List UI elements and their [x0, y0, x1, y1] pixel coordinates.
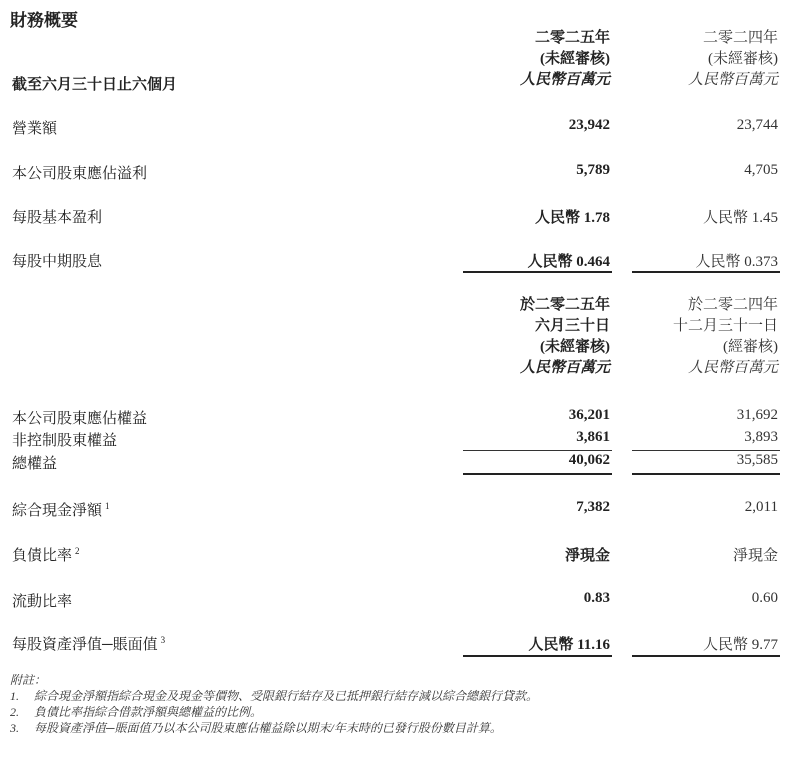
divider-noncontrolling-current [463, 450, 612, 451]
row-label-revenue: 營業額 [12, 121, 58, 137]
header2-previous-year: 於二零二四年 [687, 297, 778, 313]
footnote-2-num: 2. [10, 705, 19, 719]
header-current-audit: (未經審核) [540, 51, 610, 67]
row-dividend-current: 人民幣 0.464 [527, 254, 610, 270]
row-total-equity-previous: 35,585 [736, 452, 778, 468]
header2-previous-period [673, 295, 778, 379]
row-label-gearing-text: 負債比率 [12, 548, 73, 564]
row-revenue-previous: 23,744 [736, 117, 778, 133]
footnote-3 [10, 720, 538, 736]
divider-dividend-current [463, 271, 612, 273]
divider-total-equity-current [463, 473, 612, 475]
page-title: 財務概要 [10, 11, 78, 30]
row-label-total-equity: 總權益 [12, 456, 58, 472]
row-noncontrolling-current: 3,861 [576, 429, 610, 445]
row-nav-per-share-current: 人民幣 11.16 [528, 637, 610, 653]
footnote-ref-2: 2 [75, 546, 80, 556]
row-label-nav-per-share-text: 每股資產淨值─賬面值 [12, 637, 158, 653]
divider-nav-current [463, 655, 612, 657]
row-label-dividend: 每股中期股息 [12, 254, 103, 270]
row-nav-per-share-previous: 人民幣 9.77 [702, 637, 778, 653]
footnote-ref-1: 1 [105, 501, 110, 511]
header2-current-audit: (未經審核) [540, 339, 610, 355]
header-current-period [520, 28, 610, 91]
footnote-1 [10, 688, 538, 704]
row-gearing-current: 淨現金 [564, 548, 610, 564]
row-label-net-cash [12, 499, 110, 520]
row-label-eps: 每股基本盈利 [12, 210, 103, 226]
row-label-current-ratio: 流動比率 [12, 594, 73, 610]
header-previous-period [688, 28, 778, 91]
header2-current-period [520, 295, 610, 379]
footnotes-heading: 附註： [10, 673, 47, 687]
footnote-2-text: 負債比率指綜合借款淨額與總權益的比例。 [34, 705, 263, 719]
row-shareholder-equity-previous: 31,692 [736, 407, 778, 423]
footnote-1-num: 1. [10, 689, 19, 703]
header2-previous-audit: (經審核) [723, 339, 778, 355]
row-gearing-previous: 淨現金 [732, 548, 778, 564]
footnote-1-text: 綜合現金淨額指綜合現金及現金等價物、受限銀行結存及已抵押銀行結存減以綜合總銀行貸款。 [34, 689, 539, 703]
divider-dividend-previous [632, 271, 780, 273]
row-shareholder-equity-current: 36,201 [568, 407, 610, 423]
footnotes [10, 672, 538, 736]
divider-noncontrolling-previous [632, 450, 780, 451]
header2-current-unit: 人民幣百萬元 [519, 360, 610, 376]
row-label-nav-per-share [12, 633, 165, 654]
row-label-noncontrolling: 非控制股東權益 [12, 433, 118, 449]
header-previous-audit: (未經審核) [708, 51, 778, 67]
row-label-profit: 本公司股東應佔溢利 [12, 166, 148, 182]
row-current-ratio-previous: 0.60 [751, 590, 778, 606]
row-dividend-previous: 人民幣 0.373 [695, 254, 778, 270]
row-profit-previous: 4,705 [744, 162, 778, 178]
header2-previous-date: 十二月三十一日 [672, 318, 778, 334]
row-current-ratio-current: 0.83 [583, 590, 610, 606]
row-label-net-cash-text: 綜合現金淨額 [12, 503, 103, 519]
row-net-cash-current: 7,382 [576, 499, 610, 515]
header2-current-year: 於二零二五年 [519, 297, 610, 313]
row-eps-current: 人民幣 1.78 [534, 210, 610, 226]
divider-total-equity-previous [632, 473, 780, 475]
period-label: 截至六月三十日止六個月 [12, 77, 178, 93]
header-previous-year: 二零二四年 [702, 30, 778, 46]
row-total-equity-current: 40,062 [568, 452, 610, 468]
header-previous-unit: 人民幣百萬元 [687, 72, 778, 88]
header2-previous-unit: 人民幣百萬元 [687, 360, 778, 376]
footnote-ref-3: 3 [160, 635, 166, 645]
header-current-unit: 人民幣百萬元 [519, 72, 610, 88]
header2-current-date: 六月三十日 [534, 318, 610, 334]
row-net-cash-previous: 2,011 [744, 499, 778, 515]
row-eps-previous: 人民幣 1.45 [702, 210, 778, 226]
divider-nav-previous [632, 655, 780, 657]
row-revenue-current: 23,942 [568, 117, 610, 133]
row-label-shareholder-equity: 本公司股東應佔權益 [12, 411, 148, 427]
footnote-3-text: 每股資產淨值─賬面值乃以本公司股東應佔權益除以期末/年末時的已發行股份數目計算。 [34, 721, 502, 735]
row-label-gearing [12, 544, 80, 565]
footnote-2 [10, 704, 538, 720]
footnote-3-num: 3. [10, 721, 19, 735]
row-noncontrolling-previous: 3,893 [744, 429, 778, 445]
header-current-year: 二零二五年 [534, 30, 610, 46]
row-profit-current: 5,789 [576, 162, 610, 178]
